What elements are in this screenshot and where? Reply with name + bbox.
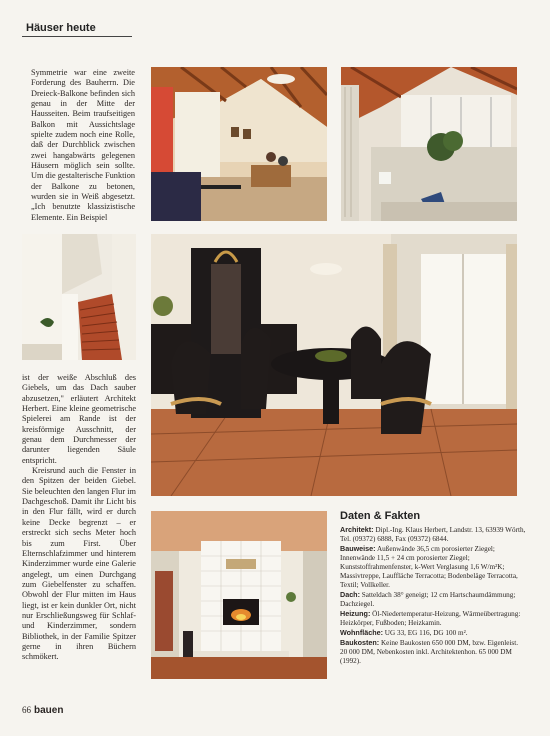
fact-label: Dach: <box>340 590 360 599</box>
fact-baukosten <box>340 638 526 666</box>
photo-fireplace <box>151 511 327 679</box>
section-label: Häuser heute <box>26 22 96 34</box>
section-rule <box>22 36 132 37</box>
fact-text: UG 33, EG 116, DG 100 m². <box>383 629 468 637</box>
fact-label: Heizung: <box>340 609 371 618</box>
page-number: 66 <box>22 705 31 715</box>
body-paragraph: Symmetrie war eine zweite Forderung des Bauherrn. Die Dreieck-Balkone befinden sich genau in der Mitte der Hausseiten. Beim traufseitigen Balkon mit Aussichtslage spielte zudem noch eine Rolle, daß der Durchblick zwischen zwei hangabwärts gelegenen Häusern möglich sein sollte. Um die gestalterische Funktion der Balkone zu betonen, wurden sie in Weiß abgesetzt. „Ich benutzte klassizistische Elemente. Ein Beispiel <box>31 68 135 222</box>
photo-living-room <box>151 67 327 221</box>
fact-bauweise <box>340 544 526 590</box>
fact-label: Baukosten: <box>340 638 380 647</box>
fact-text: Keine Baukosten 650 000 DM, bzw. Eigenleist. 20 000 DM, Nebenkosten inkl. Architektenhon. 65 000 DM (1992). <box>340 639 519 665</box>
fact-architekt <box>340 525 526 544</box>
fact-text: Öl-Niedertemperatur-Heizung, Wärmeübertragung: Heizkörper, Fußboden; Heizkamin. <box>340 610 521 627</box>
magazine-name: bauen <box>34 705 64 716</box>
body-paragraph: ist der weiße Abschluß des Giebels, um das Dach sauber abzusetzen," erläutert Architekt Herbert. Eine kleine geometrische Spielerei am Rande ist der kreisförmige Ausschnitt, der genau dem Durchmesser der darunter liegenden Säule entspricht. <box>22 373 136 465</box>
fact-text: Außenwände 36,5 cm porosierter Ziegel; Innenwände 11,5 + 24 cm porosierter Ziegel; Kunststoffrahmenfenster, k-Wert Verglasung 1,6 W/m²K; Massivtreppe, Lauffläche Terracotta; Bodenbeläge Terracotta, Textil; Vollkeller. <box>340 545 518 589</box>
fact-heizung <box>340 609 526 628</box>
column-main <box>22 373 136 663</box>
page-folio <box>22 705 63 716</box>
photo-dining-room <box>151 234 517 496</box>
fact-dach <box>340 590 526 609</box>
body-paragraph: Kreisrund auch die Fenster in den Spitzen der beiden Giebel. Sie beleuchten den langen Flur im Dachgeschoß. Damit ihr Licht bis in den Flur fällt, wird er durch keine Decke begrenzt – er erstreckt sich sechs Meter hoch bis zum First. Über Elternschlafzimmer und hinterem Kinderzimmer wurde eine Galerie angelegt, um einen Durchgang zum Giebelfenster zu schaffen. Obwohl der Flur mitten im Haus liegt, ist er kein dunkler Ort, nicht nur Erschließungsweg für Schlaf- und Kinderzimmer, sondern Bibliothek, in der Familie Spitzer gerne in ihren Büchern schmökert. <box>22 466 136 662</box>
photo-staircase <box>22 234 136 360</box>
column-intro <box>31 68 135 223</box>
fact-text: Dipl.-Ing. Klaus Herbert, Landstr. 13, 63939 Wörth, Tel. (09372) 6888, Fax (09372) 6844. <box>340 526 526 543</box>
photo-bathroom <box>341 67 517 221</box>
facts-title: Daten & Fakten <box>340 510 421 522</box>
fact-label: Bauweise: <box>340 544 376 553</box>
fact-wohnflaeche <box>340 628 526 638</box>
fact-text: Satteldach 38° geneigt; 12 cm Hartschaumdämmung; Dachziegel. <box>340 591 516 608</box>
facts-box <box>340 510 526 666</box>
fact-label: Wohnfläche: <box>340 628 383 637</box>
fact-label: Architekt: <box>340 525 374 534</box>
